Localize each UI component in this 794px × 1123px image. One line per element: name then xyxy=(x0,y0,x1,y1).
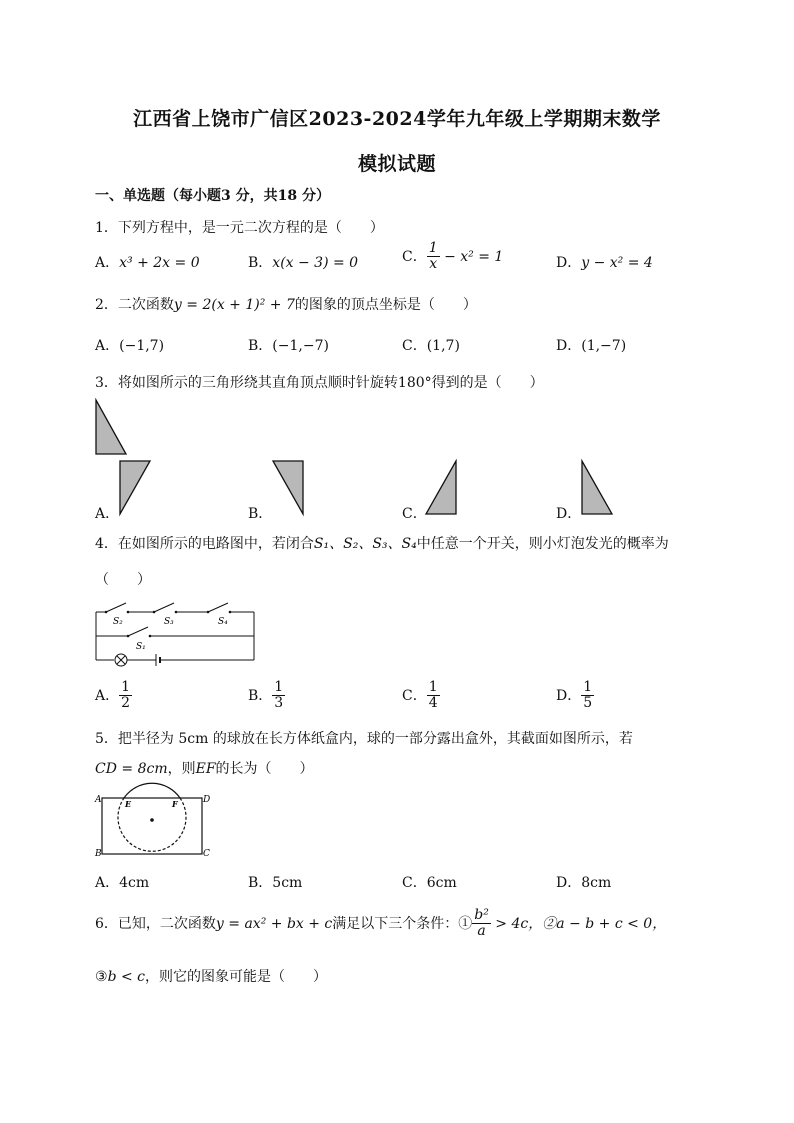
switch-label-s1: S₁ xyxy=(136,642,146,652)
q4-option-d xyxy=(556,680,594,712)
q3-triangle-c xyxy=(424,459,460,517)
circuit-diagram xyxy=(92,600,262,670)
stem-text: 2．二次函数 xyxy=(95,297,174,313)
q3-option-a: A． xyxy=(95,506,120,522)
option-text: − x² = 1 xyxy=(439,248,504,265)
section-heading: 一、单选题（每小题3 分，共18 分） xyxy=(95,188,330,204)
function-expression: y = ax² + bx + c xyxy=(215,915,333,932)
point-label-c: C xyxy=(203,849,210,859)
option-text: 8cm xyxy=(581,875,612,891)
fraction-numerator: 1 xyxy=(428,240,438,256)
point-label-d: D xyxy=(203,795,211,805)
q3-triangle-d xyxy=(580,459,616,517)
stem-text: 4．在如图所示的电路图中，若闭合 xyxy=(95,536,314,552)
triangle-shape xyxy=(426,461,456,514)
q3-triangle-a xyxy=(118,459,154,517)
fraction-numerator: b² xyxy=(474,907,489,923)
option-text: x³ + 2x = 0 xyxy=(119,255,200,271)
question-1-stem: 1．下列方程中，是一元二次方程的是（ ） xyxy=(95,220,384,236)
stem-text: 满足以下三个条件：① xyxy=(332,915,473,932)
question-6-stem-line1 xyxy=(95,908,666,940)
answer-paren: （ ） xyxy=(95,572,151,588)
option-label: B． xyxy=(248,338,273,354)
q3-triangle-b xyxy=(271,459,307,517)
point-label-b: B xyxy=(95,849,102,859)
page-title: 江西省上饶市广信区2023-2024学年九年级上学期期末数学 xyxy=(133,108,661,130)
option-text: 5cm xyxy=(272,875,303,891)
fraction-denominator: x xyxy=(429,256,438,273)
stem-text: ③ xyxy=(95,969,108,985)
option-text: (−1,−7) xyxy=(272,338,329,354)
q2-option-c xyxy=(402,335,460,355)
option-label: C． xyxy=(402,687,427,704)
q1-option-d xyxy=(556,252,653,272)
option-text: 4cm xyxy=(119,875,150,891)
switch-label-s4: S₄ xyxy=(218,617,228,627)
question-6-stem-line2 xyxy=(95,966,327,986)
option-label: B． xyxy=(248,687,273,704)
box-rectangle xyxy=(102,798,202,854)
q4-option-a xyxy=(95,680,132,712)
option-text: x(x − 3) = 0 xyxy=(272,255,359,271)
q3-option-d: D． xyxy=(556,506,582,522)
condition-2: ，②a − b + c < 0， xyxy=(528,915,667,932)
option-label: B． xyxy=(248,875,273,891)
ball-exposed-arc xyxy=(124,783,180,798)
q1-option-c xyxy=(402,241,503,273)
fraction-numerator: 1 xyxy=(274,679,284,695)
option-label: C． xyxy=(402,338,427,354)
option-text: (−1,7) xyxy=(119,338,165,354)
triangle-shape xyxy=(273,461,303,514)
fraction-denominator: 2 xyxy=(121,695,131,712)
fraction xyxy=(581,680,594,712)
switch-label-s2: S₂ xyxy=(113,617,123,627)
fraction-numerator: 1 xyxy=(428,679,438,695)
point-label-f: F xyxy=(172,799,178,809)
q4-option-c xyxy=(402,680,440,712)
question-5-stem-line1: 5．把半径为 5cm 的球放在长方体纸盒内，球的一部分露出盒外，其截面如图所示，若 xyxy=(95,731,633,747)
point-label-e: E xyxy=(125,799,132,809)
q2-option-b xyxy=(248,335,329,355)
q3-option-c: C． xyxy=(402,506,427,522)
ball-center xyxy=(150,818,154,822)
question-2-stem xyxy=(95,294,477,314)
fraction xyxy=(472,908,491,940)
q2-option-d xyxy=(556,335,626,355)
switch-label-s3: S₃ xyxy=(164,617,174,627)
fraction-numerator: 1 xyxy=(121,679,131,695)
q2-option-a xyxy=(95,335,164,355)
point-label-a: A xyxy=(95,795,102,805)
q5-option-a xyxy=(95,872,149,892)
q5-option-c xyxy=(402,872,457,892)
fraction-denominator: 4 xyxy=(428,695,438,712)
fraction-denominator: 3 xyxy=(274,695,284,712)
stem-text: 6．已知，二次函数 xyxy=(95,915,216,932)
option-label: A． xyxy=(95,255,120,271)
fraction xyxy=(119,680,132,712)
stem-text: 中任意一个开关，则小灯泡发光的概率为 xyxy=(416,536,669,552)
fraction xyxy=(427,241,440,273)
q4-option-b xyxy=(248,680,285,712)
fraction-numerator: 1 xyxy=(583,679,593,695)
condition-3: b < c xyxy=(107,969,145,985)
q1-option-a xyxy=(95,252,200,272)
given-length: CD = 8cm xyxy=(95,761,168,777)
switch-list: S₁、S₂、S₃、S₄ xyxy=(313,536,417,552)
original-triangle-figure xyxy=(94,398,130,458)
fraction-denominator: 5 xyxy=(583,695,593,712)
option-text: (1,−7) xyxy=(581,338,627,354)
original-triangle xyxy=(96,400,126,454)
question-4-stem xyxy=(95,533,669,553)
page-subtitle: 模拟试题 xyxy=(357,153,436,175)
box-ball-figure xyxy=(92,780,218,864)
fraction xyxy=(272,680,285,712)
option-text: (1,7) xyxy=(426,338,460,354)
triangle-shape xyxy=(120,461,150,514)
option-label: D． xyxy=(556,687,582,704)
option-label: C． xyxy=(402,248,427,265)
condition-1: > 4c xyxy=(490,915,529,932)
q1-option-b xyxy=(248,252,358,272)
question-5-stem-line2 xyxy=(95,758,314,778)
triangle-shape xyxy=(582,461,612,514)
option-text: 6cm xyxy=(426,875,457,891)
stem-text: 的图象的顶点坐标是（ ） xyxy=(294,297,477,313)
stem-text: ，则它的图象可能是（ ） xyxy=(145,969,327,985)
fraction xyxy=(427,680,440,712)
q3-option-b: B． xyxy=(248,506,273,522)
stem-text: ，则 xyxy=(167,761,196,777)
option-label: D． xyxy=(556,255,582,271)
option-label: D． xyxy=(556,875,582,891)
option-label: B． xyxy=(248,255,273,271)
option-label: A． xyxy=(95,687,120,704)
option-text: y − x² = 4 xyxy=(581,255,653,271)
q5-option-d xyxy=(556,872,611,892)
option-label: D． xyxy=(556,338,582,354)
fraction-denominator: a xyxy=(477,923,486,940)
option-label: C． xyxy=(402,875,427,891)
option-label: A． xyxy=(95,338,120,354)
question-3-stem: 3．将如图所示的三角形绕其直角顶点顺时针旋转180°得到的是（ ） xyxy=(95,375,544,391)
segment-name: EF xyxy=(195,761,216,777)
function-expression: y = 2(x + 1)² + 7 xyxy=(173,297,295,313)
option-label: A． xyxy=(95,875,120,891)
q5-option-b xyxy=(248,872,302,892)
stem-text: 的长为（ ） xyxy=(215,761,314,777)
